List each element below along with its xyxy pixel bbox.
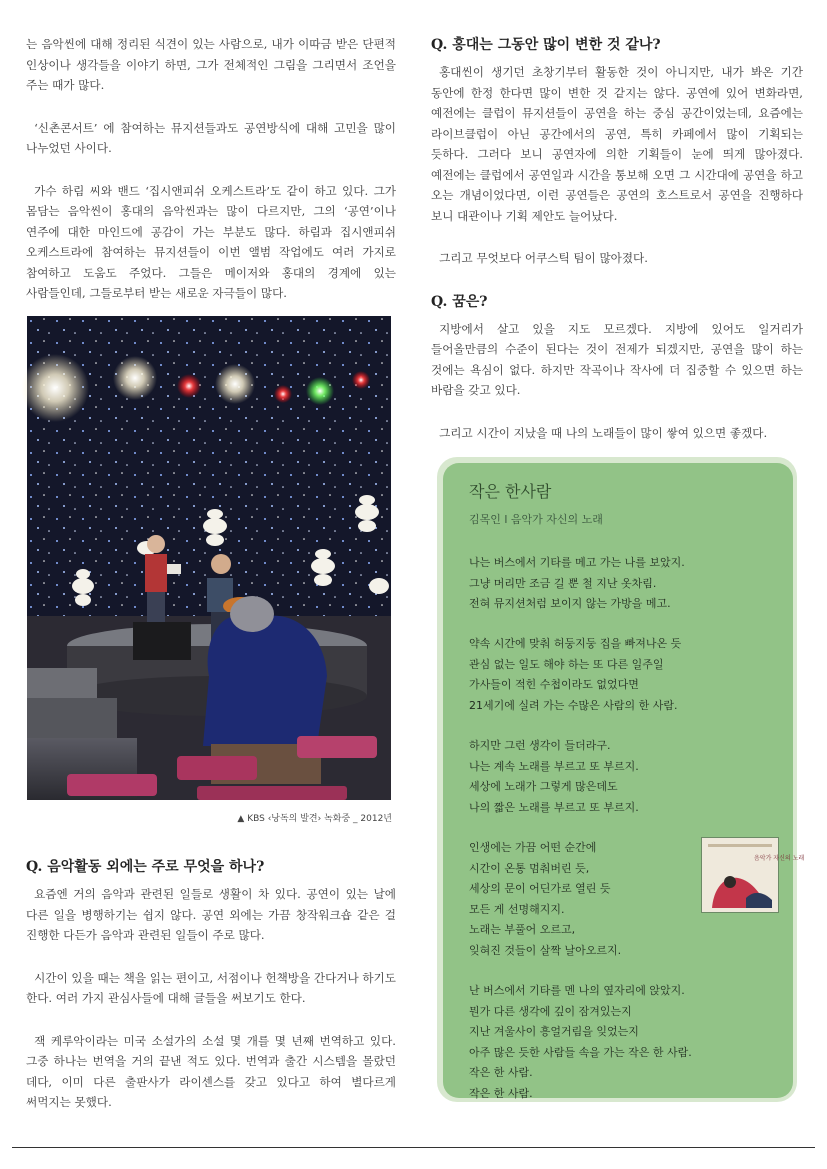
- poem-line: 노래는 부풀어 오르고,: [469, 923, 576, 937]
- photo-caption: ▲ KBS ‹낭독의 발견› 녹화중 _ 2012년: [237, 814, 392, 824]
- poem-line: 아주 많은 듯한 사람들 속을 가는 작은 한 사람.: [469, 1045, 692, 1059]
- concert-photo: [27, 316, 391, 800]
- poem-subtitle: 김목인 l 음악가 자신의 노래: [469, 513, 603, 526]
- poem-line: 관심 없는 일도 해야 하는 또 다른 일주일: [469, 657, 664, 671]
- poem-box: [437, 457, 805, 1102]
- poem-line: 시간이 온통 멈춰버린 듯,: [469, 861, 590, 875]
- paragraph: 잭 케루악이라는 미국 소설가의 소설 몇 개를 몇 년째 번역하고 있다. 그중 하나는 번역을 거의 끝낸 적도 있다. 번역과 출간 시스템을 몰랐던 데다, 이미 다른 출판사가 라이센스를 갖고 있다고 하여 별다르게 써먹지는 못했다.: [26, 1033, 396, 1109]
- question-heading: Q. 꿈은?: [431, 293, 488, 310]
- right-column: [431, 34, 803, 465]
- poem-stanza: [469, 634, 779, 716]
- poem-line: 하지만 그런 생각이 들더라구.: [469, 739, 611, 753]
- poem-stanza: [469, 981, 779, 1105]
- paragraph: 그리고 시간이 지났을 때 나의 노래들이 많이 쌓여 있으면 좋겠다.: [439, 425, 768, 440]
- poem-box-body: [443, 463, 805, 1101]
- poem-line: 나의 짧은 노래를 부르고 또 부르지.: [469, 800, 639, 814]
- poem-line: 난 버스에서 기타를 멘 나의 옆자리에 앉았지.: [469, 984, 685, 998]
- album-cover: [701, 837, 805, 913]
- paragraph: ‘신촌콘서트’ 에 참여하는 뮤지션들과도 공연방식에 대해 고민을 많이 나누었던 사이다.: [26, 120, 396, 155]
- poem-line: 세상의 문이 어딘가로 열린 듯: [469, 882, 611, 896]
- poem-line: 잊혀진 것들이 살짝 날아오르지.: [469, 944, 622, 957]
- poem-line: 작은 한 사람.: [469, 1066, 533, 1080]
- left-top-column: [26, 34, 396, 326]
- paragraph: 는 음악씬에 대해 정리된 식견이 있는 사람으로, 내가 이따금 받은 단편적 인상이나 생각들을 이야기 하면, 그가 전체적인 그림을 그리면서 조언을 주는 때가 많다.: [26, 37, 396, 92]
- paragraph: 지방에서 살고 있을 지도 모르겠다. 지방에 있어도 일거리가 들어올만큼의 수준이 된다는 것이 전제가 되겠지만, 공연을 많이 하는 것에는 욕심이 없다. 하지만 작곡이나 작사에 더 집중할 수 있으면 하는 바람을 갖고 있다.: [431, 321, 803, 397]
- paragraph: 시간이 있을 때는 책을 읽는 편이고, 서점이나 헌책방을 간다거나 하기도 한다. 여러 가지 관심사들에 대해 글들을 써보기도 한다.: [26, 970, 396, 1005]
- poem-stanza: [469, 736, 779, 818]
- poem-line: 작은 한 사람.: [469, 1087, 533, 1101]
- paragraph: 가수 하림 씨와 밴드 ‘집시앤피쉬 오케스트라’도 같이 하고 있다. 그가 몸담는 음악씬이 홍대의 음악씬과는 많이 다르지만, 그의 ‘공연’이나 연주에 대한 마인드에 공감이 가는 부분도 많다. 하림과 집시앤피쉬 오케스트라에 참여하는 뮤지션들이 이번 앨범 작업에도 여러 가지로 참여하고 도움도 주었다. 그들은 메이저와 홍대의 경계에 있는 사람들인데, 그들로부터 받는 새로운 자극들이 많다.: [26, 183, 396, 300]
- footer-rule: [12, 1147, 815, 1148]
- q-music-section: [26, 856, 396, 1135]
- poem-line: 지난 겨울사이 흥얼거림을 잊었는지: [469, 1025, 639, 1039]
- poem-stanza: [469, 553, 779, 615]
- poem-line: 약속 시간에 맞춰 허둥지둥 집을 빠져나온 듯: [469, 637, 682, 651]
- question-heading: Q. 홍대는 그동안 많이 변한 것 같나?: [431, 37, 661, 53]
- poem-line: 나는 계속 노래를 부르고 또 부르지.: [469, 759, 639, 773]
- poem-line: 나는 버스에서 기타를 메고 가는 나를 보았지.: [469, 556, 685, 569]
- paragraph: 홍대씬이 생기던 초창기부터 활동한 것이 아니지만, 내가 봐온 기간 동안에 한정 한다면 많이 변한 것 같지는 않다. 공연에 있어 변화라면, 예전에는 클럽이 뮤지션들이 공연을 하는 중심 공간이었는데, 요즘에는 라이브클럽이 아닌 공간에서의 공연, 특히 카페에서 많이 기획되는 듯하다. 그러다 보니 공연자에 의한 기획들이 눈에 띄게 많아졌다. 예전에는 클럽에서 공연일과 시간을 통보해 오면 그 시간대에 공연을 하고 오는 개념이었다면, 이런 공연들은 공연의 호스트로서 공연을 진행하다 보니 대관이나 기획 제안도 늘어났다.: [431, 65, 803, 223]
- poem-line: 21세기에 실려 가는 수많은 사람의 한 사람.: [469, 699, 678, 713]
- album-title: 음악가 자신의 노래: [754, 855, 805, 862]
- poem-line: 세상에 노래가 그렇게 많은데도: [469, 780, 618, 794]
- poem-line: 가사들이 적힌 수첩이라도 없었다면: [469, 678, 639, 692]
- poem-title: 작은 한사람: [469, 482, 552, 501]
- paragraph: 그리고 무엇보다 어쿠스틱 팀이 많아졌다.: [439, 251, 648, 265]
- paragraph: 요즘엔 거의 음악과 관련된 일들로 생활이 차 있다. 공연이 있는 날에 다른 일을 병행하기는 쉽지 않다. 공연 외에는 가끔 창작워크숍 같은 걸 진행한 다든가 음악과 관련된 일들이 주로 많다.: [26, 887, 396, 942]
- poem-line: 모든 게 선명해지지.: [469, 902, 565, 916]
- poem-line: 인생에는 가끔 어떤 순간에: [469, 841, 597, 855]
- poem-line: 뭔가 다른 생각에 깊이 잠겨있는지: [469, 1004, 632, 1018]
- poem-line: 전혀 뮤지션처럼 보이지 않는 가방을 메고.: [469, 597, 671, 611]
- poem-line: 그냥 머리만 조금 길 뿐 철 지난 옷차림.: [469, 576, 657, 590]
- question-heading: Q. 음악활동 외에는 주로 무엇을 하나?: [26, 859, 265, 875]
